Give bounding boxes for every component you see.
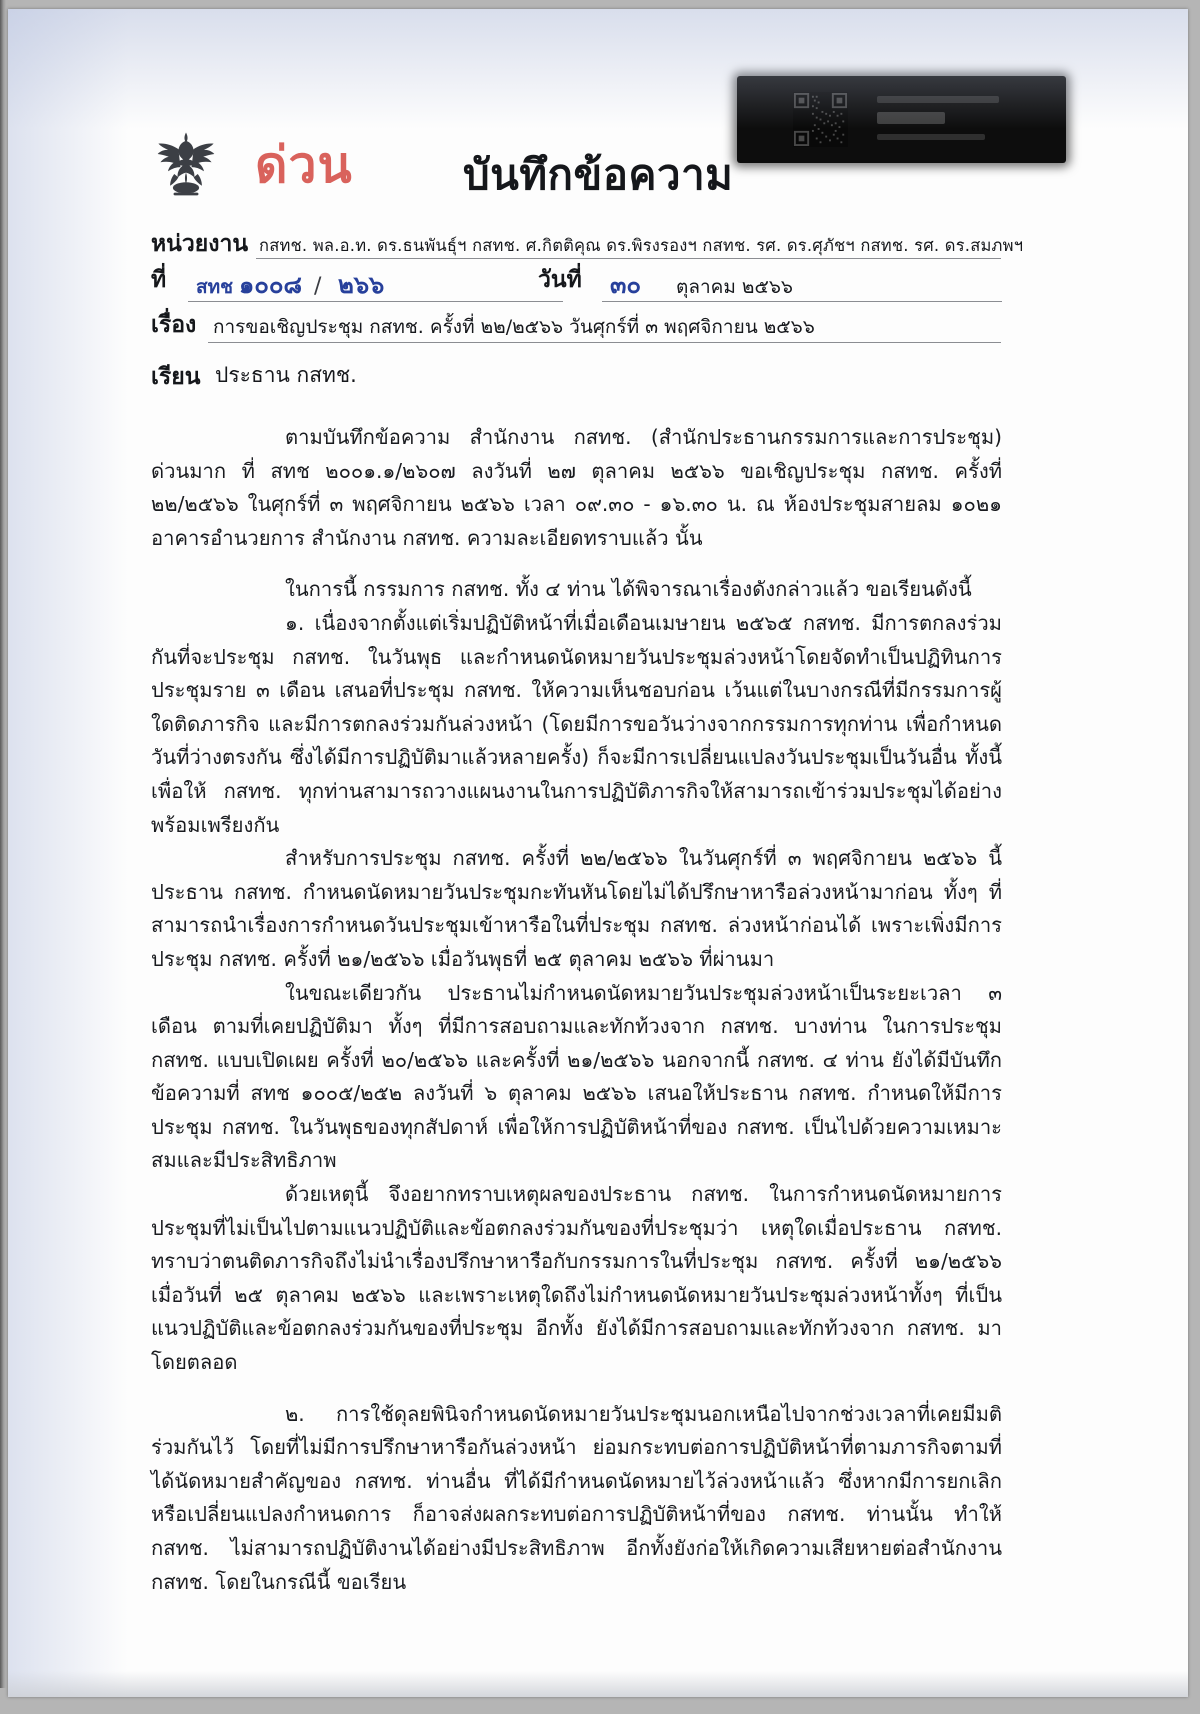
page-content [8, 9, 1188, 1697]
date-day-value: ๓๐ [610, 271, 642, 299]
date-month-year-value: ตุลาคม ๒๕๖๖ [676, 276, 793, 298]
organization-label: หน่วยงาน [151, 231, 249, 257]
body-paragraph: สำหรับการประชุม กสทช. ครั้งที่ ๒๒/๒๕๖๖ ในวันศุกร์ที่ ๓ พฤศจิกายน ๒๕๖๖ นี้ ประธาน กสทช. กำหนดนัดหมายวันประชุมกะทันหันโดยไม่ได้ปรึกษาหารือล่วงหน้ามาก่อน ทั้งๆ ที่สามารถนำเรื่องการกำหนดวันประชุมเข้าหารือในที่ประชุม กสทช. ล่วงหน้าก่อนได้ เพราะเพิ่งมีการประชุม กสทช. ครั้งที่ ๒๑/๒๕๖๖ เมื่อวันพุธที่ ๒๕ ตุลาคม ๒๕๖๖ ที่ผ่านมา [151, 846, 1002, 971]
subject-label: เรื่อง [151, 312, 197, 338]
document-number-separator: / [314, 274, 322, 299]
document-body [151, 421, 1002, 1599]
date-label: วันที่ [538, 267, 582, 293]
document-number-rule [188, 301, 563, 302]
document-page [8, 9, 1188, 1697]
redaction-ghost-line [877, 134, 985, 140]
body-paragraph: ๑. เนื่องจากตั้งแต่เริ่มปฏิบัติหน้าที่เมื่อเดือนเมษายน ๒๕๖๕ กสทช. มีการตกลงร่วมกันที่จะประชุม กสทช. ในวันพุธ และกำหนดนัดหมายวันประชุมล่วงหน้าโดยจัดทำเป็นปฏิทินการประชุมราย ๓ เดือน เสนอที่ประชุม กสทช. ให้ความเห็นชอบก่อน เว้นแต่ในบางกรณีที่มีกรรมการผู้ใดติดภารกิจ และมีการตกลงร่วมกันล่วงหน้า (โดยมีการขอวันว่างจากกรรมการทุกท่าน เพื่อกำหนดวันที่ว่างตรงกัน ซึ่งได้มีการปฏิบัติมาแล้วหลายครั้ง) ก็จะมีการเปลี่ยนแปลงวันประชุมเป็นวันอื่น ทั้งนี้ เพื่อให้ กสทช. ทุกท่านสามารถวางแผนงานในการปฏิบัติภารกิจให้สามารถเข้าร่วมประชุมได้อย่างพร้อมเพรียงกัน [151, 610, 1002, 837]
redaction-ghost-line [877, 96, 999, 103]
body-paragraph: ด้วยเหตุนี้ จึงอยากทราบเหตุผลของประธาน กสทช. ในการกำหนดนัดหมายการประชุมที่ไม่เป็นไปตามแนวปฏิบัติและข้อตกลงร่วมกันของที่ประชุมว่า เหตุใดเมื่อประธาน กสทช. ทราบว่าตนติดภารกิจถึงไม่นำเรื่องปรึกษาหารือกับกรรมการในที่ประชุม กสทช. ครั้งที่ ๒๑/๒๕๖๖ เมื่อวันที่ ๒๕ ตุลาคม ๒๕๖๖ และเพราะเหตุใดถึงไม่กำหนดนัดหมายวันประชุมล่วงหน้าทั้งๆ ที่เป็นแนวปฏิบัติและข้อตกลงร่วมกันของที่ประชุม อีกทั้ง ยังได้มีการสอบถามและทักท้วงจาก กสทช. มาโดยตลอด [151, 1182, 1002, 1375]
garuda-emblem-icon [151, 127, 221, 203]
urgent-stamp: ด่วน [255, 136, 353, 194]
body-paragraph: ๒. การใช้ดุลยพินิจกำหนดนัดหมายวันประชุมนอกเหนือไปจากช่วงเวลาที่เคยมีมติร่วมกันไว้ โดยที่ไม่มีการปรึกษาหารือกันล่วงหน้า ย่อมกระทบต่อการปฏิบัติหน้าที่ตามภารกิจตามที่ได้นัดหมายสำคัญของ กสทช. ท่านอื่น ที่ได้มีกำหนดนัดหมายไว้ล่วงหน้าแล้ว ซึ่งหากมีการยกเลิกหรือเปลี่ยนแปลงกำหนดการ ก็อาจส่งผลกระทบต่อการปฏิบัติหน้าที่ของ กสทช. ท่านนั้น ทำให้ กสทช. ไม่สามารถปฏิบัติงานได้อย่างมีประสิทธิภาพ อีกทั้งยังก่อให้เกิดความเสียหายต่อสำนักงาน กสทช. โดยในกรณีนี้ ขอเรียน [151, 1401, 1002, 1594]
redacted-qr-block [737, 76, 1066, 163]
document-number-second: ๒๖๖ [338, 271, 385, 299]
document-number-prefix: สทช [196, 276, 234, 298]
body-paragraph: ในการนี้ กรรมการ กสทช. ทั้ง ๔ ท่าน ได้พิจารณาเรื่องดังกล่าวแล้ว ขอเรียนดังนี้ [285, 577, 972, 602]
subject-rule [208, 342, 1001, 343]
qr-code-icon [793, 92, 848, 147]
document-number-label: ที่ [151, 267, 167, 293]
document-number-first: ๑๐๐๘ [239, 271, 303, 299]
body-paragraph: ตามบันทึกข้อความ สำนักงาน กสทช. (สำนักประธานกรรมการและการประชุม) ด่วนมาก ที่ สทช ๒๐๐๑.๑/๒๖๐๗ ลงวันที่ ๒๗ ตุลาคม ๒๕๖๖ ขอเชิญประชุม กสทช. ครั้งที่ ๒๒/๒๕๖๖ ในศุกร์ที่ ๓ พฤศจิกายน ๒๕๖๖ เวลา ๐๙.๓๐ - ๑๖.๓๐ น. ณ ห้องประชุมสายลม ๑๐๒๑ อาคารอำนวยการ สำนักงาน กสทช. ความละเอียดทราบแล้ว นั้น [151, 425, 1002, 550]
scan-left-edge-shadow [0, 0, 6, 1688]
recipient-value: ประธาน กสทช. [215, 363, 357, 387]
document-title: บันทึกข้อความ [463, 150, 734, 199]
body-paragraph: ในขณะเดียวกัน ประธานไม่กำหนดนัดหมายวันประชุมล่วงหน้าเป็นระยะเวลา ๓ เดือน ตามที่เคยปฏิบัติมา ทั้งๆ ที่มีการสอบถามและทักท้วงจาก กสทช. บางท่าน ในการประชุม กสทช. แบบเปิดเผย ครั้งที่ ๒๐/๒๕๖๖ และครั้งที่ ๒๑/๒๕๖๖ นอกจากนี้ กสทช. ๔ ท่าน ยังได้มีบันทึกข้อความที่ สทช ๑๐๐๕/๒๕๒ ลงวันที่ ๖ ตุลาคม ๒๕๖๖ เสนอให้ประธาน กสทช. กำหนดให้มีการประชุม กสทช. ในวันพุธของทุกสัปดาห์ เพื่อให้การปฏิบัติหน้าที่ของ กสทช. เป็นไปด้วยความเหมาะสมและมีประสิทธิภาพ [151, 980, 1002, 1173]
recipient-label: เรียน [151, 364, 201, 390]
redaction-ghost-signature [877, 112, 945, 124]
organization-rule [256, 258, 1001, 259]
subject-value: การขอเชิญประชุม กสทช. ครั้งที่ ๒๒/๒๕๖๖ วันศุกร์ที่ ๓ พฤศจิกายน ๒๕๖๖ [213, 316, 815, 338]
date-rule [602, 301, 1002, 302]
organization-value: กสทช. พล.อ.ท. ดร.ธนพันธุ์ฯ กสทช. ศ.กิตติคุณ ดร.พิรงรองฯ กสทช. รศ. ดร.ศุภัชฯ กสทช. รศ. ดร.สมภพฯ [259, 236, 1024, 255]
